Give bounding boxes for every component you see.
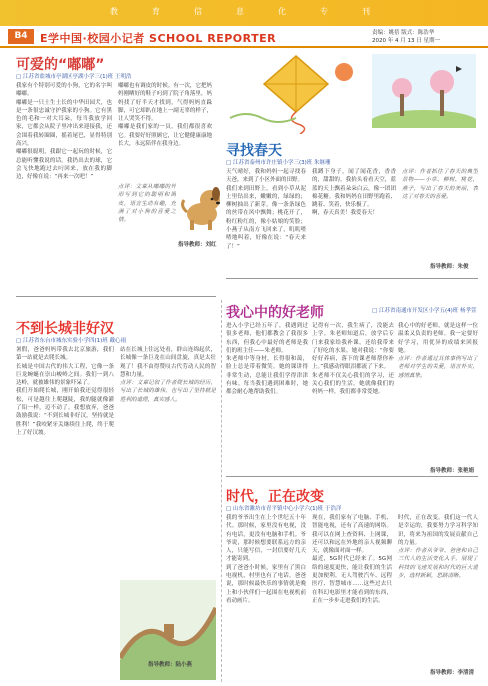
article-title [16, 54, 104, 74]
paragraph: 我们来到田野上，看到小草从泥土里钻出来，嫩嫩的，绿绿的；柳树抽出了新芽，像一条条绿色的丝带在风中飘舞；桃花开了，粉红粉红的，像小姑娘的笑脸；小燕子从南方飞回来了，叽叽喳喳地叫着，好像在说：“春天来了！” [226, 185, 306, 250]
date-line: 2020 年 4 月 13 日 星期一 [372, 38, 440, 44]
teacher-credit: 指导教师：朱俊 [430, 264, 469, 270]
spring-illustration [372, 54, 476, 128]
teacher-credit: 指导教师：张艳娟 [430, 468, 475, 474]
section-divider [16, 296, 216, 297]
article-note: 点评：作者从爷爷、爸爸和自己三代人的生活变化入手，展现了科技的飞速发展和时代的巨大进步，选材新颖，思路清晰。 [398, 548, 478, 580]
paragraph: 记得有一次，我生病了，没能去上学。朱老师知道后，放学后专门来我家给我补课，还给我带来了好吃的水果。她对我说：“你要好好养病，落下的课老师帮你补上。”我感动得眼泪都流了下来。 [312, 323, 394, 371]
paragraph: 我心中的好老师，就是这样一位温柔又负责的老师。我一定要好好学习，用优异的成绩来回报她。 [398, 323, 478, 354]
motto-char: 刊 [362, 7, 370, 16]
article-column [312, 168, 396, 294]
paragraph: 站在长城上往远处看，群山连绵起伏，长城像一条巨龙在山间盘旋，真是太壮观了！我不由得赞叹古代劳动人民的智慧和力量。 [120, 347, 216, 378]
teacher-credit: 指导教师：陆小燕 [148, 662, 193, 668]
paragraph: 啊，春天真美！我爱春天！ [312, 210, 379, 217]
article-heading: 可爱的“嘟嘟” [16, 57, 105, 73]
paragraph: 嘟嘟是一只土生土长的中华田园犬，也是一条很忠诚守护我家的小狗。它有黑色的毛和一对大耳朵，每当我放学回家，它都会从院子里冲出来迎接我，还会围着我转圈圈，摇着尾巴，显得特别高兴。 [16, 99, 112, 148]
teacher-credit: 指导教师：刘红 [178, 242, 217, 248]
paragraph: 嘟嘟也有调皮的时候。有一次，它把妈妈刚晒好的鞋子叼到了院子角落里，妈妈找了好半天才找到，气得妈妈直跺脚，可它却趴在地上一副无辜的样子，让人哭笑不得。 [118, 83, 212, 123]
article-column [312, 514, 392, 680]
article-byline: □ 江苏省泰州市许庄镇小学三(3)班 朱继珊 [226, 160, 331, 166]
article-column [312, 322, 394, 484]
paragraph: 我的爷爷出生在上个世纪五十年代。那时候，家里没有电视，没有电话，更没有电脑和手机。爷爷说，那时候想要联系远方的亲人，只能写信，一封信要好几天才能寄到。 [226, 515, 306, 563]
column-divider [221, 300, 222, 682]
article-heading: 我心中的好老师 [226, 305, 324, 321]
masthead-band [0, 0, 488, 26]
article-heading: 寻找春天 [226, 143, 282, 159]
article-column [226, 168, 306, 294]
article-note: 点评：文章记叙了作者爬长城的经历，写出了长城的雄伟，也写出了坚持就是胜利的道理，真实感人。 [120, 380, 216, 403]
motto-char: 专 [320, 7, 328, 16]
paragraph: 我家有个特别可爱的小狗，它的名字叫嘟嘟。 [16, 83, 112, 98]
teacher-credit: 指导教师：李清清 [430, 670, 475, 676]
section-divider [226, 476, 478, 477]
kite-illustration [226, 54, 366, 134]
paragraph: 时代，正在改变。我们这一代人是幸运的，我要努力学习科学知识，将来为祖国的发展贡献自己的力量。 [398, 515, 478, 546]
article-heading: 不到长城非好汉 [16, 321, 114, 337]
article-title [226, 140, 282, 160]
article-heading: 时代，正在改变 [226, 489, 324, 505]
paragraph: 我蹲下身子，闻了闻花香，香香的，甜甜的。我抬头看看天空，蓝蓝的天上飘着朵朵白云，像一团团棉花糖。我和妈妈在田野里跑着、跳着、笑着，快乐极了。 [312, 169, 396, 209]
paragraph: 暑假，爸爸妈妈带我去北京旅游，我们第一站就是去爬长城。 [16, 347, 114, 362]
byline-text: 江苏省盐城市亭湖区亭湖小学三(1)班 王明浩 [22, 74, 132, 80]
byline-text: 江苏省南通市开发区小学五(4)班 杨孝萱 [378, 308, 477, 314]
article-column [16, 346, 114, 678]
paragraph: 最近，5G时代已经来了。5G网络的速度更快，能让我们的生活更加便利。无人驾驶汽车、远程医疗、智慧城市……这些过去只在科幻电影里才能看到的东西，正在一步步走进我们的生活。 [312, 556, 392, 604]
dog-illustration [176, 174, 224, 234]
byline-text: 山东省潍坊市青平镇中心小学六(1)班 于浩洋 [232, 506, 342, 512]
page-title: E学中国·校园小记者 SCHOOL REPORTER [40, 32, 277, 45]
article-title [226, 486, 324, 506]
article-title [226, 302, 324, 322]
article-title [16, 318, 114, 338]
page-header [0, 26, 488, 48]
article-column [398, 322, 478, 442]
paragraph: 嘟嘟是我们家的一员，我们都很喜欢它。我要好好照顾它，让它健健康康地长大，永远陪伴在我身边。 [118, 124, 212, 148]
page-info [372, 29, 440, 45]
motto-char: 教 [110, 7, 118, 16]
article-note: 点评：作者抓住了春天的典型景物——小草、柳树、桃花、燕子，写出了春天的美丽，表达了对春天的喜爱。 [402, 169, 478, 200]
article-column [226, 322, 308, 484]
paragraph: 现在，我们家有了电脑、手机、智能电视，还有了高速的网络。我可以在网上查资料、上网课，还可以和远在外地的亲人视频聊天，就像面对面一样。 [312, 515, 392, 555]
paragraph: 进入小学已经五年了，我遇到过很多老师，他们都教会了我很多东西，但我心中最好的老师是我们的班主任——朱老师。 [226, 323, 308, 354]
article-byline: □ 江苏省东台市城东实验小学四(1)班 戴心雨 [16, 338, 126, 344]
article-byline: □ 山东省潍坊市青平镇中心小学六(1)班 于浩洋 [226, 506, 342, 512]
motto-char: 息 [236, 7, 244, 16]
motto-char: 信 [194, 7, 202, 16]
editor-line: 责编：姚蓓 版式：陈浩华 [372, 30, 435, 36]
page-number: B4 [8, 29, 34, 44]
article-column [118, 82, 212, 182]
article-column [120, 346, 216, 576]
motto-char: 化 [278, 7, 286, 16]
motto-char: 育 [152, 7, 160, 16]
paragraph: 我们开始爬长城，刚开始我还觉得很轻松，可是越往上爬越陡，我的腿就像灌了铅一样，迈不动了。我想放弃，爸爸鼓励我说：“不到长城非好汉，坚持就是胜利！”我咬紧牙关继续往上爬，终于爬上了好汉坡。 [16, 388, 114, 436]
paragraph: 天气晴好，我和妈妈一起寻找春天爸，来到了小区外面的田野。 [226, 169, 306, 184]
article-byline: □ 江苏省南通市开发区小学五(4)班 杨孝萱 [372, 308, 477, 314]
paragraph: 朱老师不仅关心我们的学习，还关心我们的生活。她就像我们的妈妈一样，我们都非常爱她。 [312, 372, 394, 396]
paragraph: 长城是中国古代的伟大工程，它像一条巨龙蜿蜒在崇山峻岭之间。我们一到八达岭，就被雄伟的景象吓呆了。 [16, 363, 114, 387]
article-note: 点评：文章从嘟嘟的外形写到它的聪明和调皮，语言生动有趣，充满了对小狗的喜爱之情。 [118, 184, 176, 224]
byline-text: 江苏省东台市城东实验小学四(1)班 戴心雨 [22, 338, 126, 344]
article-column [226, 514, 306, 680]
byline-text: 江苏省泰州市许庄镇小学三(3)班 朱继珊 [232, 160, 331, 166]
article-column [398, 514, 478, 664]
paragraph: 朱老师中等身材，长得很和蔼，脸上总是带着微笑。她的课讲得非常生动，总能让我们学得津津有味。每当我们遇到困难时，她都会耐心地帮助我们。 [226, 356, 308, 396]
masthead-motto [110, 6, 370, 17]
article-byline: □ 江苏省盐城市亭湖区亭湖小学三(1)班 王明浩 [16, 74, 132, 80]
article-note: 点评：作者通过具体事例写出了老师对学生的关爱，语言朴实，感情真挚。 [398, 356, 478, 379]
paragraph: 到了爸爸小时候，家里有了黑白电视机，村里也有了电话。爸爸说，那时候最快乐的事情就是晚上和小伙伴们一起围在电视机前看动画片。 [226, 564, 306, 604]
paragraph: 嘟嘟很聪明，我跟它一起玩的时候，它总能听懂我说的话。我扔出去的球，它会飞快地跑过去叼回来，放在我的脚边，好像在说：“再来一次吧！” [16, 149, 112, 181]
article-column [16, 82, 112, 294]
section-divider [226, 278, 478, 279]
